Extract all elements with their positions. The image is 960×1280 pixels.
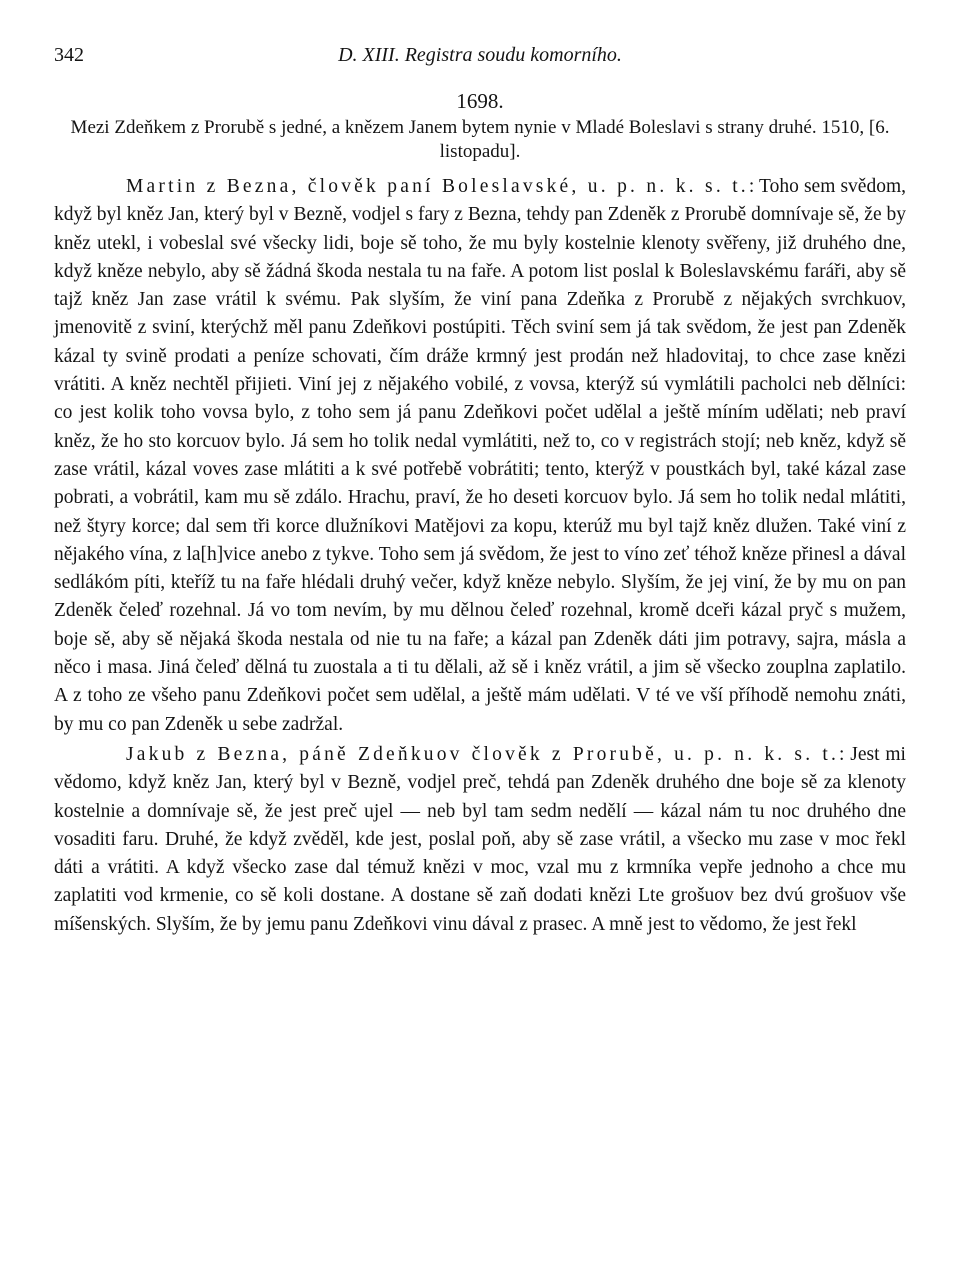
page-number: 342 [54,44,84,66]
witness-name: Jakub z Bezna, páně Zdeňkuov člověk z Prorubě, u. p. n. k. s. t. [126,743,840,765]
testimony-paragraph [54,741,906,939]
testimony-text: : Toho sem svědom, když byl kněz Jan, který byl v Bezně, vodjel s fary z Bezna, tehdy pan Zdeněk z Prorubě domnívaje sě, že by kněz utekl, i vobeslal své všecky lidi, boje sě toho, že mu byly kostelnie klenoty svěřeny, již druhého dne, když kněze nebylo, aby sě žádná škoda nestala tu na faře. A potom list poslal k Boleslavskému faráři, aby sě tajž kněz Jan zase vrátil k svému. Pak slyším, že viní pana Zdeňka z Prorubě z nějakých svrchkuov, jmenovitě z sviní, kterýchž měl panu Zdeňkovi postúpiti. Těch sviní sem já tak svědom, že jest pan Zdeněk kázal ty svině prodati a peníze schovati, čím dráže krmný jest prodán než hladovitaj, to chce zase knězi vrátiti. A kněz nechtěl přijieti. Viní jej z nějakého vobilé, z vovsa, kterýž sú vymlátili pacholci neb dělníci: co jest kolik toho vovsa bylo, z toho sem já panu Zdeňkovi počet udělal a ještě míním udělati; neb praví kněz, že ho sto korcuov bylo. Já sem ho tolik nedal vymlátiti, než to, co v registrách stojí; neb kněz, když sě zase vrátil, kázal voves zase mlátiti a k své potřebě vobrátiti; tento, kterýž v poustkách byl, také kázal zase pobrati, a vobrátil, kam mu sě zdálo. Hrachu, praví, že ho deseti korcuov bylo. Já sem ho tolik nedal mlátiti, než štyry korce; dal sem tři korce dlužníkovi Matějovi za kopu, kterúž mu byl tajž kněz dlužen. Také viní z nějakého vína, z la[h]vice anebo z tykve. Toho sem já svědom, že jest to víno zeť téhož kněze přinesl a dával sedlákóm píti, kteříž tu na faře hlédali druhý večer, když kněze nebylo. Slyším, že jej viní, že by mu on pan Zdeněk čeleď rozehnal. Já vo tom nevím, by mu dělnou čeleď rozehnal, kromě dceři kázal pryč s mužem, boje sě, aby sě nějaká škoda nestala od nie tu na faře; a kázal pan Zdeněk dáti jim potravy, sajra, másla a něco i masa. Jiná čeleď dělná tu zuostala a ti tu dělali, až sě i kněz vrátil, a jim sě všecko zouplna zaplatilo. A z toho ze všeho panu Zdeňkovi počet sem udělal, a ještě mám udělati. V té ve vší příhodě nemohu znáti, by mu co pan Zdeněk u sebe zadržal. [54,176,906,735]
case-title: Mezi Zdeňkem z Prorubě s jedné, a knězem Janem bytem nynie v Mladé Boleslavi s strany druhé. 1510, [6. listopadu]. [70,117,890,162]
testimony-paragraph [54,173,906,739]
running-title: D. XIII. Registra soudu komorního. [338,44,622,66]
entry-number: 1698. [456,89,504,113]
testimony-text: : Jest mi vědomo, když kněz Jan, který byl v Bezně, vodjel preč, tehdá pan Zdeněk druhého dne boje sě za klenoty kostelnie a domnívaje sě, že jest preč ujel — neb byl tam sedm nedělí — kázal nám tu noc druhého dne vosaditi faru. Druhé, že když zvěděl, kde jest, poslal poň, aby sě zase vrátil, a všecko mu zase v moc řekl dáti a vrátiti. A když všecko zase dal témuž knězi v moc, vzal mu z krmníka vepře jednoho a chce mu zaplatiti vod krmenie, co sě koli dostane. A dostane sě zaň dodati knězi Lte grošuov bez dvú grošuov vše míšenských. Slyším, že by jemu panu Zdeňkovi vinu dával z prasec. A mně jest to vědomo, že jest řekl [54,743,906,935]
witness-name: Martin z Bezna, člověk paní Boleslavské, u. p. n. k. s. t. [126,176,749,197]
running-head [54,44,906,78]
document-page [54,44,906,939]
